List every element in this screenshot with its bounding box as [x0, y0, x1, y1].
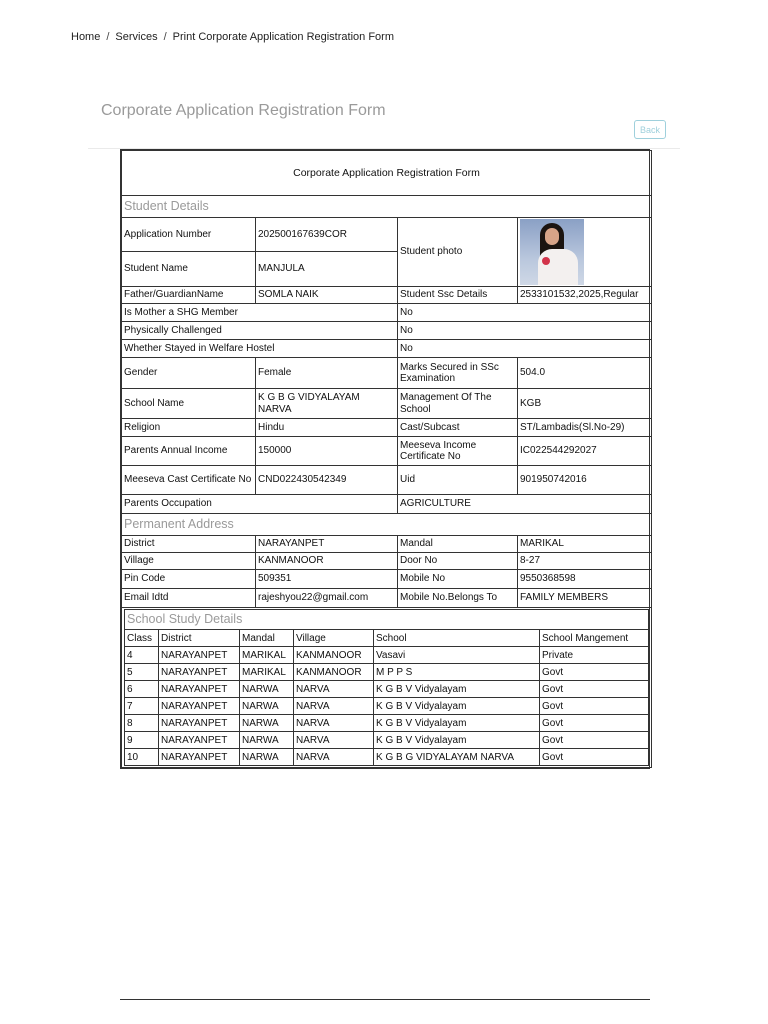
cell-mandal: NARWA	[240, 698, 294, 715]
door-no-label: Door No	[398, 553, 518, 570]
mobile-no-label: Mobile No	[398, 570, 518, 589]
income-certificate-label: Meeseva Income Certificate No	[398, 437, 518, 466]
mobile-no-value: 9550368598	[518, 570, 652, 589]
school-name-value: K G B G VIDYALAYAM NARVA	[256, 389, 398, 419]
cell-school: K G B V Vidyalayam	[374, 715, 540, 732]
religion-value: Hindu	[256, 419, 398, 437]
uid-label: Uid	[398, 466, 518, 495]
table-row	[125, 749, 649, 766]
cell-class: 5	[125, 664, 159, 681]
table-row	[125, 715, 649, 732]
physically-challenged-value: No	[398, 322, 652, 340]
student-name-label: Student Name	[122, 252, 256, 287]
pin-code-label: Pin Code	[122, 570, 256, 589]
cell-village: NARVA	[294, 749, 374, 766]
application-number-label: Application Number	[122, 218, 256, 252]
header-school: School	[374, 630, 540, 647]
email-value: rajeshyou22@gmail.com	[256, 589, 398, 608]
district-value: NARAYANPET	[256, 536, 398, 553]
cell-mandal: NARWA	[240, 715, 294, 732]
cell-class: 10	[125, 749, 159, 766]
father-name-value: SOMLA NAIK	[256, 287, 398, 304]
welfare-hostel-value: No	[398, 340, 652, 358]
mobile-belongs-value: FAMILY MEMBERS	[518, 589, 652, 608]
study-header-row	[125, 630, 649, 647]
gender-value: Female	[256, 358, 398, 389]
student-name-value: MANJULA	[256, 252, 398, 287]
ssc-details-label: Student Ssc Details	[398, 287, 518, 304]
marks-label: Marks Secured in SSc Examination	[398, 358, 518, 389]
uid-value: 901950742016	[518, 466, 652, 495]
back-button[interactable]: Back	[634, 120, 666, 139]
breadcrumb	[71, 31, 394, 43]
form-table	[121, 150, 652, 768]
school-name-label: School Name	[122, 389, 256, 419]
table-row	[125, 664, 649, 681]
caste-certificate-label: Meeseva Cast Certificate No	[122, 466, 256, 495]
school-study-container	[122, 608, 652, 768]
cell-mandal: MARIKAL	[240, 647, 294, 664]
cell-school: K G B V Vidyalayam	[374, 732, 540, 749]
physically-challenged-label: Physically Challenged	[122, 322, 398, 340]
table-row	[125, 698, 649, 715]
student-photo-cell	[518, 218, 652, 287]
caste-certificate-value: CND022430542349	[256, 466, 398, 495]
shg-member-label: Is Mother a SHG Member	[122, 304, 398, 322]
cell-district: NARAYANPET	[159, 749, 240, 766]
cell-mandal: NARWA	[240, 732, 294, 749]
student-details-section-title: Student Details	[122, 196, 652, 218]
breadcrumb-separator: /	[163, 31, 167, 43]
cell-class: 8	[125, 715, 159, 732]
shg-member-value: No	[398, 304, 652, 322]
village-value: KANMANOOR	[256, 553, 398, 570]
cell-village: NARVA	[294, 715, 374, 732]
cell-village: KANMANOOR	[294, 664, 374, 681]
form-heading: Corporate Application Registration Form	[122, 151, 652, 196]
cell-management: Govt	[540, 681, 649, 698]
cell-district: NARAYANPET	[159, 681, 240, 698]
religion-label: Religion	[122, 419, 256, 437]
cell-district: NARAYANPET	[159, 715, 240, 732]
cell-management: Govt	[540, 732, 649, 749]
marks-value: 504.0	[518, 358, 652, 389]
district-label: District	[122, 536, 256, 553]
student-photo-label: Student photo	[398, 218, 518, 287]
school-study-table	[124, 609, 649, 766]
table-row	[125, 647, 649, 664]
door-no-value: 8-27	[518, 553, 652, 570]
cell-district: NARAYANPET	[159, 732, 240, 749]
table-row	[125, 732, 649, 749]
cell-class: 6	[125, 681, 159, 698]
cell-school: M P P S	[374, 664, 540, 681]
breadcrumb-home-link[interactable]: Home	[71, 31, 101, 43]
mandal-value: MARIKAL	[518, 536, 652, 553]
cell-district: NARAYANPET	[159, 647, 240, 664]
cell-management: Private	[540, 647, 649, 664]
caste-value: ST/Lambadis(Sl.No-29)	[518, 419, 652, 437]
email-label: Email Idtd	[122, 589, 256, 608]
header-class: Class	[125, 630, 159, 647]
cell-village: NARVA	[294, 681, 374, 698]
cell-management: Govt	[540, 664, 649, 681]
header-school-management: School Mangement	[540, 630, 649, 647]
header-district: District	[159, 630, 240, 647]
cell-school: K G B V Vidyalayam	[374, 698, 540, 715]
cell-mandal: NARWA	[240, 681, 294, 698]
cell-village: NARVA	[294, 732, 374, 749]
village-label: Village	[122, 553, 256, 570]
school-study-section-title: School Study Details	[125, 610, 649, 630]
cell-class: 4	[125, 647, 159, 664]
cell-mandal: MARIKAL	[240, 664, 294, 681]
cell-management: Govt	[540, 749, 649, 766]
registration-form	[120, 149, 650, 769]
cell-class: 9	[125, 732, 159, 749]
cell-school: K G B G VIDYALAYAM NARVA	[374, 749, 540, 766]
income-certificate-value: IC022544292027	[518, 437, 652, 466]
cell-village: KANMANOOR	[294, 647, 374, 664]
school-management-value: KGB	[518, 389, 652, 419]
permanent-address-section-title: Permanent Address	[122, 514, 652, 536]
header-mandal: Mandal	[240, 630, 294, 647]
cell-management: Govt	[540, 715, 649, 732]
father-name-label: Father/GuardianName	[122, 287, 256, 304]
parents-occupation-value: AGRICULTURE	[398, 495, 652, 514]
application-number-value: 202500167639COR	[256, 218, 398, 252]
header-village: Village	[294, 630, 374, 647]
cell-school: K G B V Vidyalayam	[374, 681, 540, 698]
cell-management: Govt	[540, 698, 649, 715]
welfare-hostel-label: Whether Stayed in Welfare Hostel	[122, 340, 398, 358]
footer-divider	[120, 999, 650, 1000]
breadcrumb-current: Print Corporate Application Registration Form	[172, 31, 394, 43]
pin-code-value: 509351	[256, 570, 398, 589]
student-photo	[520, 219, 584, 285]
page-title: Corporate Application Registration Form	[101, 102, 386, 119]
breadcrumb-separator: /	[106, 31, 110, 43]
caste-label: Cast/Subcast	[398, 419, 518, 437]
annual-income-label: Parents Annual Income	[122, 437, 256, 466]
cell-village: NARVA	[294, 698, 374, 715]
ssc-details-value: 2533101532,2025,Regular	[518, 287, 652, 304]
cell-school: Vasavi	[374, 647, 540, 664]
cell-class: 7	[125, 698, 159, 715]
mandal-label: Mandal	[398, 536, 518, 553]
mobile-belongs-label: Mobile No.Belongs To	[398, 589, 518, 608]
annual-income-value: 150000	[256, 437, 398, 466]
cell-mandal: NARWA	[240, 749, 294, 766]
breadcrumb-services-link[interactable]: Services	[115, 31, 158, 43]
table-row	[125, 681, 649, 698]
gender-label: Gender	[122, 358, 256, 389]
parents-occupation-label: Parents Occupation	[122, 495, 398, 514]
school-management-label: Management Of The School	[398, 389, 518, 419]
cell-district: NARAYANPET	[159, 664, 240, 681]
cell-district: NARAYANPET	[159, 698, 240, 715]
